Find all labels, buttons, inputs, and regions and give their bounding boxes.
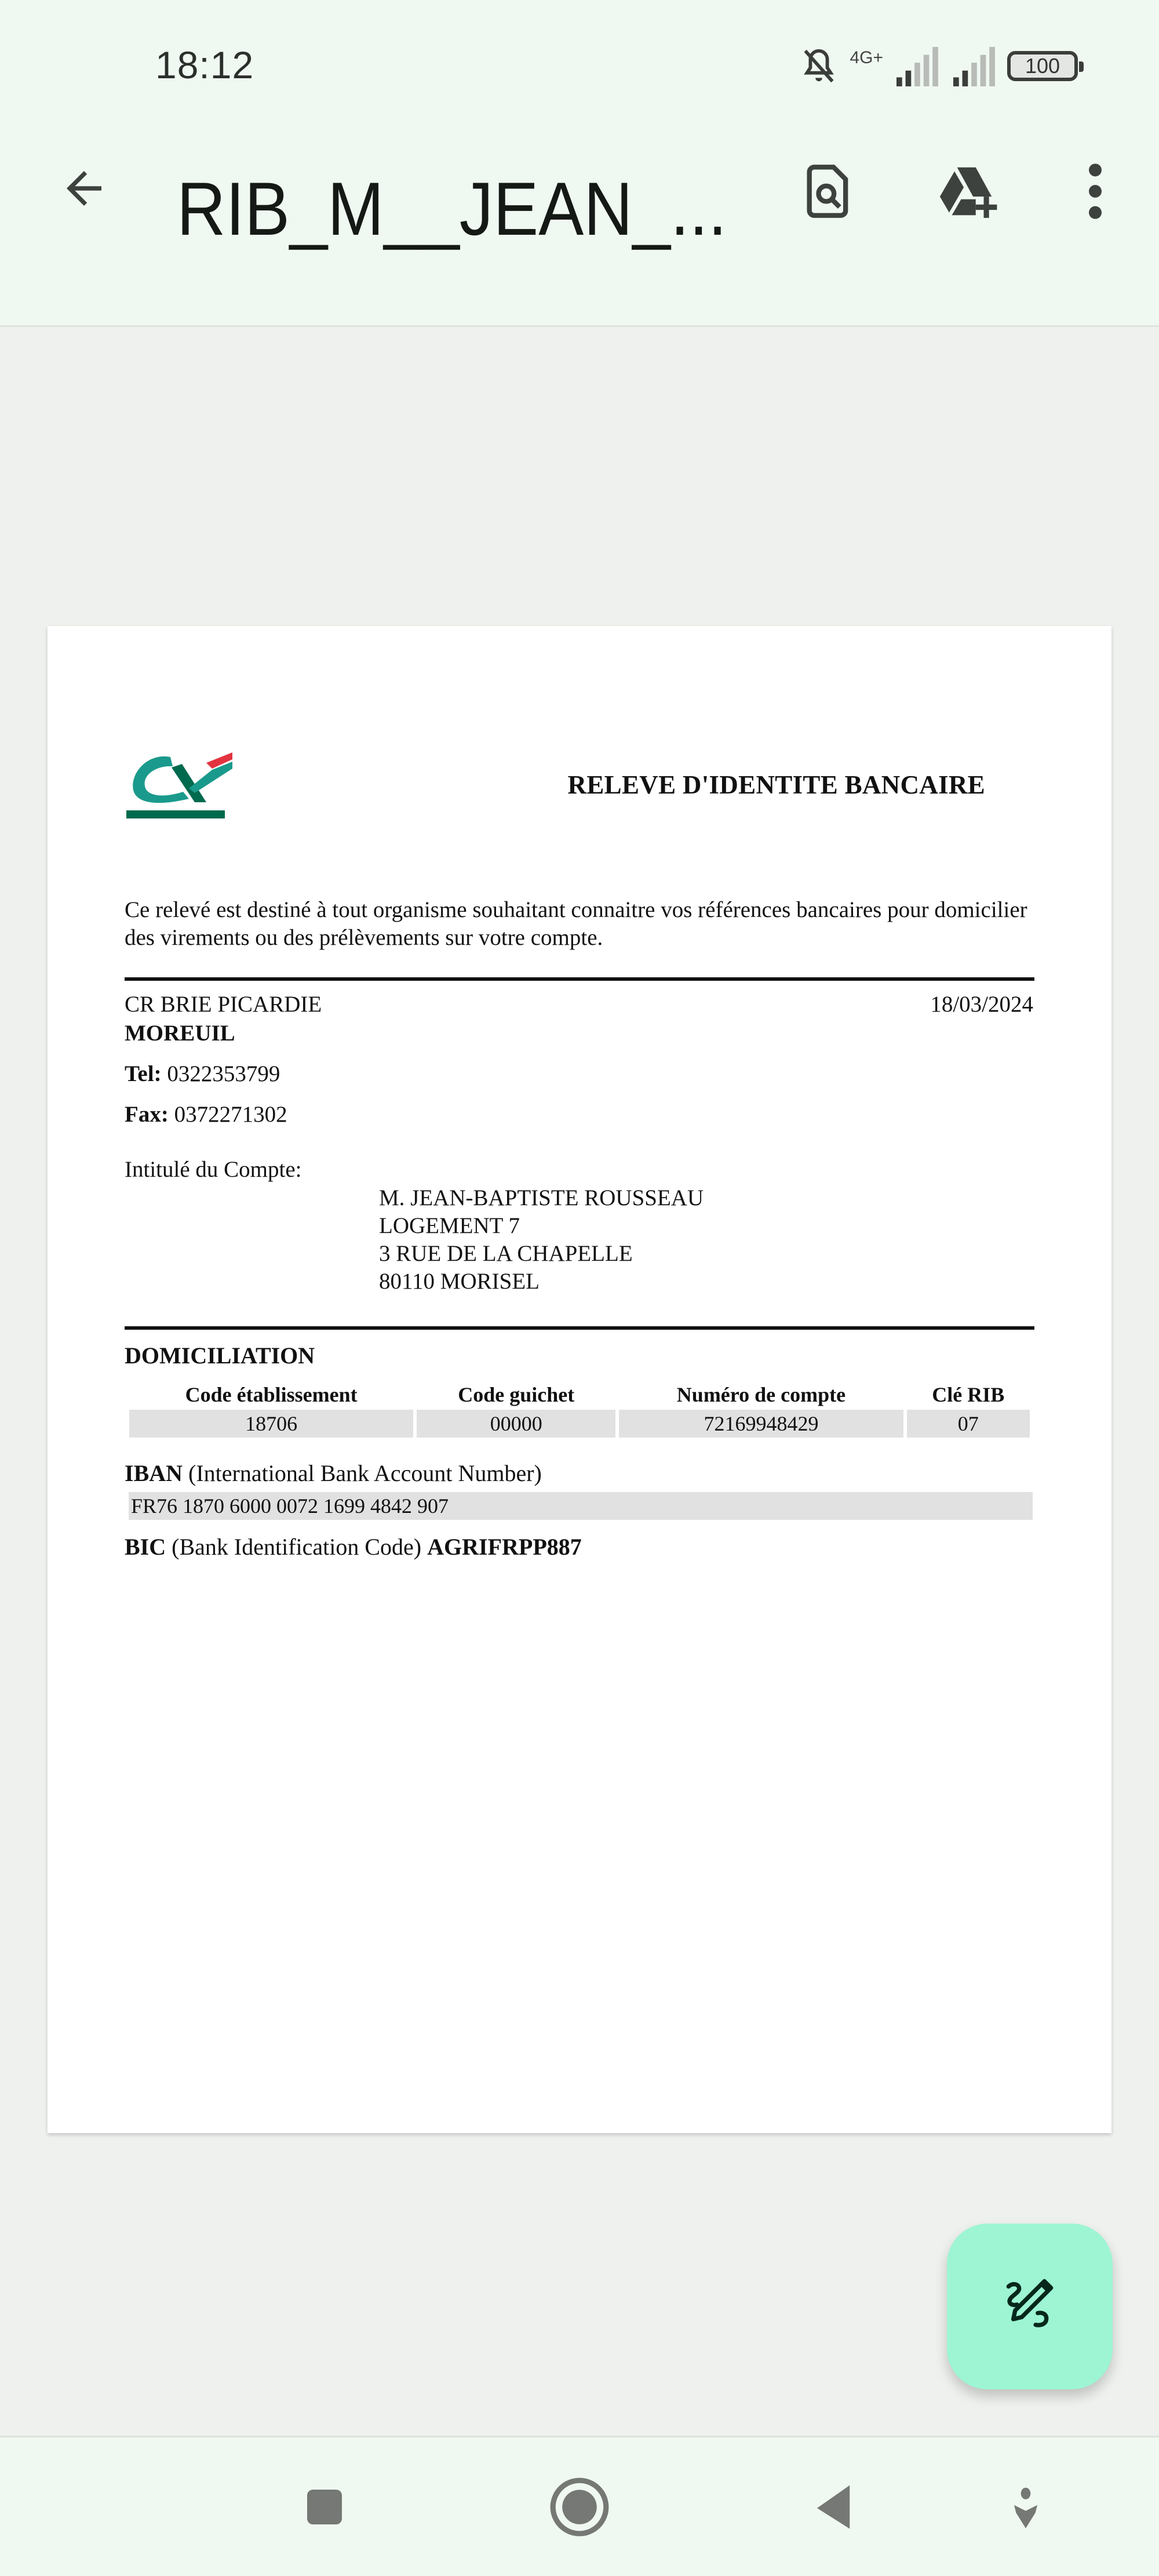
recents-button[interactable] — [284, 2461, 365, 2553]
search-document-icon — [800, 162, 858, 220]
battery-icon — [1007, 51, 1078, 81]
bic-value: AGRIFRPP887 — [427, 1534, 582, 1560]
table-row — [129, 1410, 1030, 1438]
bank-code: 18706 — [129, 1410, 413, 1438]
address-line: 80110 MORISEL — [379, 1269, 540, 1294]
address-line: 3 RUE DE LA CHAPELLE — [379, 1241, 633, 1266]
table-header-row — [129, 1380, 1030, 1410]
branch-name: MOREUIL — [125, 1021, 235, 1046]
phone-line — [125, 1061, 280, 1087]
hide-keyboard-button[interactable] — [985, 2461, 1066, 2553]
address-line: LOGEMENT 7 — [379, 1213, 520, 1238]
iban-value: FR76 1870 6000 0072 1699 4842 907 — [129, 1492, 1033, 1520]
header-branch-code: Code guichet — [458, 1383, 575, 1406]
fill-and-sign-button[interactable] — [947, 2224, 1113, 2389]
back-button[interactable] — [52, 157, 116, 220]
account-title-label: Intitulé du Compte: — [125, 1157, 302, 1182]
signal-icon — [894, 46, 940, 86]
phone-label: Tel: — [125, 1061, 162, 1086]
header-rib-key: Clé RIB — [932, 1383, 1005, 1406]
hide-keyboard-icon — [1003, 2484, 1049, 2530]
home-button[interactable] — [539, 2461, 620, 2553]
back-icon — [808, 2481, 861, 2533]
fax-label: Fax: — [125, 1102, 169, 1127]
battery-level: 100 — [1025, 54, 1060, 78]
rib-key: 07 — [907, 1410, 1030, 1438]
bic-label: BIC — [125, 1534, 166, 1560]
phone-number: 0322353799 — [167, 1061, 280, 1086]
arrow-left-icon — [58, 162, 110, 214]
drive-add-icon — [936, 159, 1000, 223]
status-time: 18:12 — [155, 43, 254, 86]
account-number: 72169948429 — [619, 1410, 903, 1438]
iban-label: IBAN — [125, 1460, 183, 1486]
recents-icon — [301, 2484, 348, 2530]
search-document-button[interactable] — [794, 157, 863, 226]
document-heading: RELEVE D'IDENTITE BANCAIRE — [567, 770, 985, 799]
holder-name: M. JEAN-BAPTISTE ROUSSEAU — [379, 1185, 704, 1210]
add-to-drive-button[interactable] — [933, 157, 1003, 226]
signature-pen-icon — [998, 2275, 1062, 2338]
home-icon — [548, 2475, 611, 2539]
statement-date: 18/03/2024 — [930, 992, 1033, 1017]
pdf-page — [48, 626, 1111, 2133]
more-options-button[interactable] — [1060, 157, 1130, 226]
branch-code: 00000 — [417, 1410, 615, 1438]
fax-line — [125, 1101, 287, 1127]
bic-description: (Bank Identification Code) — [172, 1534, 422, 1560]
domiciliation-heading: DOMICILIATION — [125, 1342, 315, 1369]
system-navigation-bar — [0, 2436, 1159, 2576]
app-header — [0, 0, 1159, 327]
header-account-number: Numéro de compte — [676, 1383, 846, 1406]
intro-text: Ce relevé est destiné à tout organisme souhaitant connaitre vos références bancaires pour domicilier des virements ou des prélèvements sur votre compte. — [125, 897, 1027, 950]
bell-off-icon — [799, 46, 839, 86]
credit-agricole-logo — [125, 747, 235, 822]
rib-table — [126, 1380, 1033, 1438]
iban-label-line — [125, 1460, 542, 1487]
fax-number: 0372271302 — [174, 1102, 287, 1127]
bic-line — [125, 1533, 582, 1560]
more-vert-icon — [1072, 159, 1118, 223]
signal-icon — [950, 46, 997, 86]
back-nav-button[interactable] — [794, 2461, 875, 2553]
divider — [125, 1326, 1034, 1330]
header-bank-code: Code établissement — [185, 1383, 358, 1406]
status-icons — [799, 43, 1078, 89]
divider — [125, 977, 1034, 981]
document-title: RIB_M__JEAN_... — [177, 166, 727, 251]
iban-description: (International Bank Account Number) — [188, 1460, 542, 1486]
account-holder-address — [379, 1184, 704, 1296]
network-type: 4G+ — [850, 48, 883, 67]
bank-name: CR BRIE PICARDIE — [125, 992, 322, 1017]
